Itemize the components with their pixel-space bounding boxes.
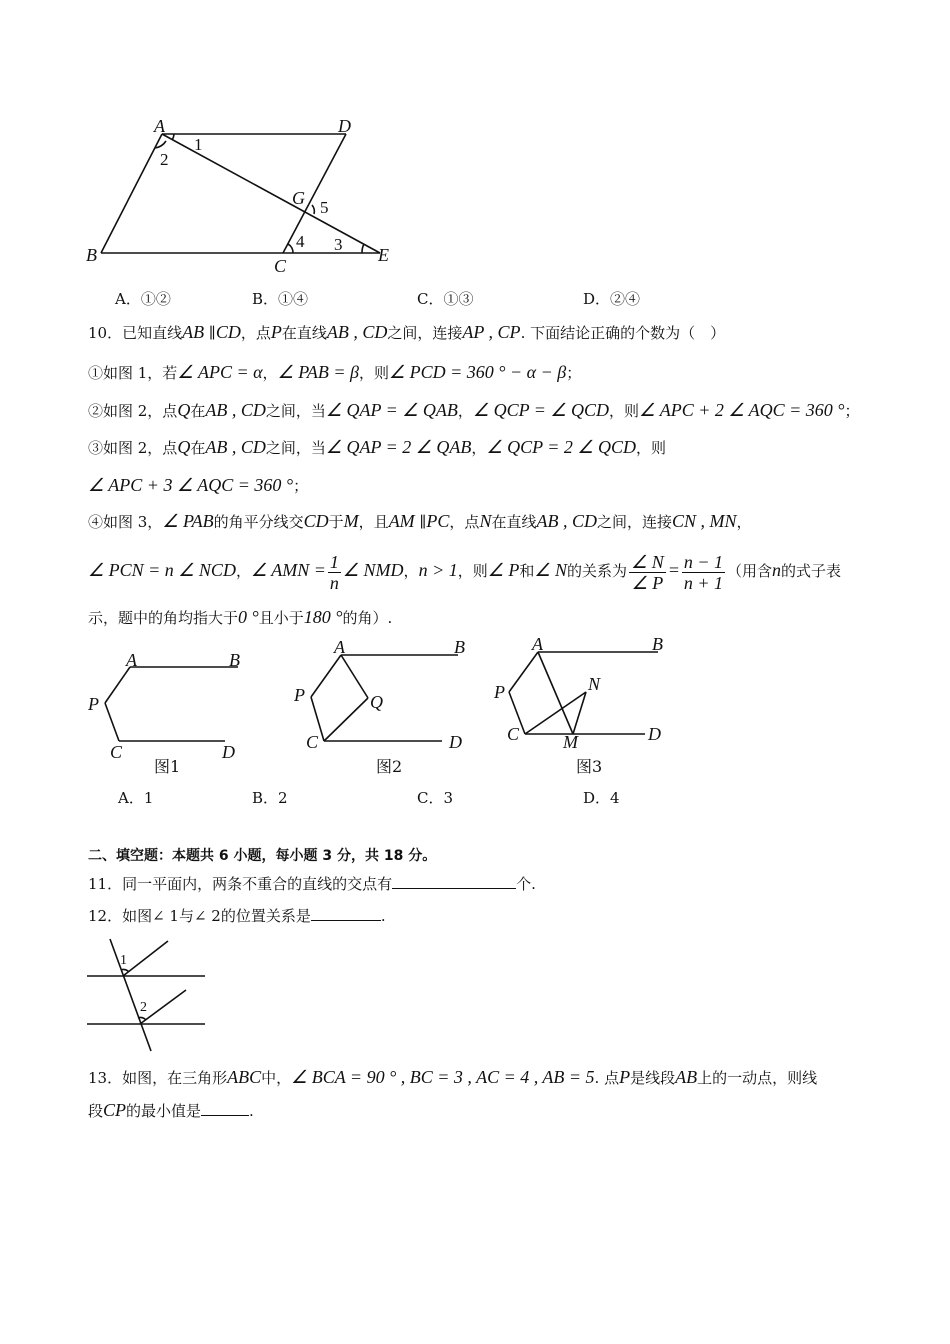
figure-q9 bbox=[80, 110, 410, 275]
fraction-1-over-n: $\frac{1}{n}$ bbox=[329, 551, 339, 593]
figure-3 bbox=[490, 640, 680, 770]
q12: 12．如图∠ 1与∠ 2的位置关系是 . bbox=[88, 907, 386, 925]
fig1-label-D: D bbox=[222, 742, 235, 762]
q10-statement-3-cont: ∠ APC + 3 ∠ AQC = 360 °； bbox=[88, 475, 309, 495]
q10-statement-4-end: 示，题中的角均指大于0 °且小于180 °的角）. bbox=[88, 607, 393, 627]
fraction-angle-n-over-p: $\frac{\angle N}{\angle P}$ bbox=[631, 551, 664, 593]
q10-statement-4: ④如图 3，∠ PAB的角平分线交CD于M，且AM ∥PC，点N在直线AB , CD之间，连接CN , MN， bbox=[88, 511, 752, 531]
fig1-caption: 图1 bbox=[154, 757, 181, 776]
q12-answer-blank[interactable] bbox=[311, 906, 381, 921]
fig3-label-P: P bbox=[494, 682, 505, 702]
fig9-label-D: D bbox=[338, 116, 351, 136]
fig9-label-B: B bbox=[86, 245, 97, 265]
q10-statement-3: ③如图 2，点Q在AB , CD之间，当∠ QAP = 2 ∠ QAB，∠ QCP = 2 ∠ QCD，则 bbox=[88, 437, 667, 457]
q10-option-d[interactable]: D．4 bbox=[583, 789, 620, 807]
fig2-label-C: C bbox=[306, 732, 319, 752]
fig3-label-N: N bbox=[588, 674, 601, 694]
q13: 13．如图，在三角形ABC中，∠ BCA = 90 ° , BC = 3 , AC = 4 , AB = 5. 点P是线段AB上的一动点，则线 bbox=[88, 1067, 818, 1087]
fig3-label-D: D bbox=[648, 724, 661, 744]
fig2-label-A: A bbox=[334, 637, 345, 657]
fig2-label-P: P bbox=[294, 685, 305, 705]
q9-option-b[interactable]: B．①④ bbox=[252, 290, 309, 308]
figure-q12 bbox=[85, 935, 210, 1055]
fig3-label-B: B bbox=[652, 634, 663, 654]
fig1-label-A: A bbox=[126, 650, 137, 670]
fraction-n-expr: $\frac{n - 1}{n + 1}$ bbox=[683, 551, 724, 593]
fig2-label-Q: Q bbox=[370, 692, 383, 712]
q10-option-a[interactable]: A．1 bbox=[118, 789, 154, 807]
q10-statement-2: ②如图 2，点Q在AB , CD之间，当∠ QAP = ∠ QAB，∠ QCP = ∠ QCD，则∠ APC + 2 ∠ AQC = 360 °； bbox=[88, 400, 860, 420]
fig3-label-C: C bbox=[507, 724, 520, 744]
q13-answer-blank[interactable] bbox=[201, 1101, 249, 1116]
fig3-caption: 图3 bbox=[576, 757, 603, 776]
fig2-label-B: B bbox=[454, 637, 465, 657]
section-2-heading: 二、填空题：本题共 6 小题，每小题 3 分，共 18 分。 bbox=[88, 848, 437, 864]
fig12-angle-2: 2 bbox=[140, 1000, 147, 1015]
q10-statement-1: ①如图 1，若∠ APC = α，∠ PAB = β，则∠ PCD = 360 ° − α − β； bbox=[88, 362, 582, 382]
fig3-label-A: A bbox=[532, 634, 543, 654]
q13-cont: 段CP的最小值是 . bbox=[88, 1100, 254, 1120]
q9-option-d[interactable]: D．②④ bbox=[583, 290, 641, 308]
q10-statement-4-cont: ∠ PCN = n ∠ NCD，∠ AMN = $\frac{1}{n}$ ∠ NMD，n > 1，则∠ P和∠ N的关系为 $\frac{\angle N}{\angle P}$ = $\frac{n - 1}{n + 1}$ （用含n的式子表 bbox=[88, 551, 842, 593]
fig1-label-C: C bbox=[110, 742, 123, 762]
fig9-angle-2: 2 bbox=[160, 150, 169, 169]
q10-option-b[interactable]: B．2 bbox=[252, 789, 288, 807]
q9-option-a[interactable]: A．①② bbox=[115, 290, 171, 308]
fig9-label-A: A bbox=[154, 116, 165, 136]
q9-option-c[interactable]: C．①③ bbox=[417, 290, 474, 308]
fig2-caption: 图2 bbox=[376, 757, 403, 776]
q11-answer-blank[interactable] bbox=[392, 874, 516, 889]
q11: 11．同一平面内，两条不重合的直线的交点有 个. bbox=[88, 875, 536, 893]
fig9-label-E: E bbox=[378, 245, 389, 265]
fig3-label-M: M bbox=[563, 732, 578, 752]
fig1-label-B: B bbox=[229, 650, 240, 670]
fig1-label-P: P bbox=[88, 694, 99, 714]
fig9-label-G: G bbox=[292, 188, 305, 208]
q10-option-c[interactable]: C．3 bbox=[417, 789, 454, 807]
fig9-angle-5: 5 bbox=[320, 198, 329, 217]
q10-intro: 10．已知直线AB ∥CD，点P在直线AB , CD之间，连接AP , CP. 下面结论正确的个数为（ ） bbox=[88, 322, 726, 342]
fig9-angle-3: 3 bbox=[334, 235, 343, 254]
fig12-angle-1: 1 bbox=[120, 953, 127, 968]
fig9-label-C: C bbox=[274, 256, 287, 276]
fig9-angle-4: 4 bbox=[296, 232, 305, 251]
fig9-angle-1: 1 bbox=[194, 135, 203, 154]
fig2-label-D: D bbox=[449, 732, 462, 752]
